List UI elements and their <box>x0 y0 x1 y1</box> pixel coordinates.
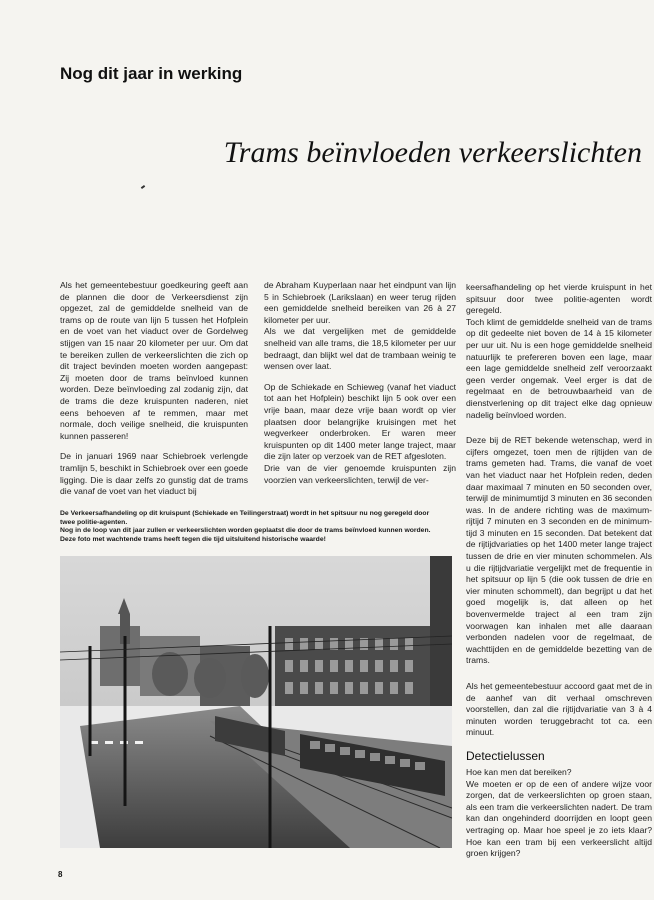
paragraph: Toch klimt de gemiddelde snelheid van de trams op dit gedeelte niet boven de 14 à 15 kilometer per uur uit. Nu is een hoge gemiddelde snelheid natuurlijk te prefereren boven een lage, maar een lage gemiddelde snelheid zelf veroorzaakt geen verder ongemak. Veel erger is dat de regelmaat en de betrouwbaarheid van de dienstverlening op dit traject elke dag opnieuw nadelig beïnvloed worden. <box>466 316 652 420</box>
photo-caption <box>60 510 432 544</box>
street-tram-photo <box>60 556 452 848</box>
print-mark <box>141 185 145 189</box>
paragraph: keersafhandeling op het vierde kruispunt in het spitsuur door twee politie-agenten wordt geregeld. <box>466 282 652 316</box>
paragraph: De in januari 1969 naar Schiebroek verlengde tramlijn 5, beschikt in Schiebroek over een goede ligging. Die is daar zelfs zo gunstig dat de trams die vanaf de voet van het viaduct bij <box>60 451 248 497</box>
paragraph: Deze bij de RET bekende wetenschap, werd in cijfers omgezet, toen men de rijtijden van de trams gemeten had. Trams, die vanaf de voet van het viaduct naar het Hofplein reden, deden daar maximaal 7 minuten en 50 seconden over, terwijl de minimumtijd 3 minuten en 36 seconden was. In de andere richting was de maximum-rijtijd 7 minuten en 3 seconden en de minimum-tijd 3 minuten en 15 seconden. Dat betekent dat de rijtijdvariaties op het 1400 meter lange traject tussen de drie en vier minuten schommelen. Als u die rijtijdvariatie vergelijkt met de frequentie in het spitsuur op lijn 5 (die ook tussen de drie en vier minuten schommelt), dan begrijpt u dat het goed mogelijk is, dat alleen op het bovenvermelde traject al een tram zijn voorwagen kan inhalen met alle daaraan verbonden nadelen voor de regelmaat, de wachttijden en de gemiddelde bezetting van de trams. <box>466 435 652 666</box>
section-subheading: Detectielussen <box>466 748 545 763</box>
page-number: 8 <box>58 870 63 879</box>
caption-line: Nog in de loop van dit jaar zullen er verkeerslichten worden geplaatst die door de trams beïnvloed kunnen worden. Deze foto met wachtende trams heeft tegen die tijd uitsluitend historische waarde! <box>60 527 431 543</box>
kicker-heading: Nog dit jaar in werking <box>60 64 243 83</box>
paragraph: Drie van de vier genoemde kruispunten zijn voorzien van verkeerslichten, terwijl de ver- <box>264 462 456 485</box>
paragraph: Als het gemeentebestuur accoord gaat met de in de aanhef van dit verhaal omschreven voorstellen, dan zal die rijtijdvariatie van 3 à 4 minuten worden teruggebracht tot ca. een minuut. <box>466 681 652 738</box>
text-column-3 <box>466 282 652 869</box>
photo-illustration <box>60 556 452 848</box>
paragraph: Op de Schiekade en Schieweg (vanaf het viaduct tot aan het Hofplein) beschikt lijn 5 ook over een vrije baan, maar deze vrije baan wordt op vier plaatsen door belangrijke kruisingen met het wegverkeer onderbroken. Er waren meer kruispunten op dit 1400 meter lange traject, maar die zijn later op verzoek van de RET afgesloten. <box>264 381 456 462</box>
article-headline: Trams beïnvloeden verkeerslichten <box>223 136 642 169</box>
paragraph: Als we dat vergelijken met de gemiddelde snelheid van alle trams, die 18,5 kilometer per uur bedraagt, dan blijkt wel dat de trambaan weinig te wensen over laat. <box>264 326 456 372</box>
paragraph: de Abraham Kuyperlaan naar het eindpunt van lijn 5 in Schiebroek (Larikslaan) en weer terug rijden een gemiddelde snelheid bereiken van 26 à 27 kilometer per uur. <box>264 280 456 325</box>
text-column-1 <box>60 280 248 507</box>
paragraph: Als het gemeentebestuur goedkeuring geeft aan de plannen die door de Verkeersdienst zijn opgezet, zal de gemiddelde snelheid van de trams op de route van lijn 5 tussen het Hofplein en de voet van het viaduct over de Gordelweg stijgen van 15 naar 20 kilometer per uur. Om dat te bereiken zullen de verkeerslichten die zich op dit traject bevinden moeten worden aangepast: Zij moeten door de trams beïnvloed kunnen worden. Deze beïnvloeding zal zodanig zijn, dat de trams die deze kruispunten naderen, niet eens behoeven af te remmen, maar met normale, doch veilige snelheid, die kruispunten kunnen passeren! <box>60 280 248 441</box>
caption-line: De Verkeersafhandeling op dit kruispunt (Schiekade en Teilingerstraat) wordt in het spitsuur nu nog geregeld door twee politie-agenten. <box>60 510 430 526</box>
paragraph: Hoe kan men dat bereiken? We moeten er op de een of andere wijze voor zorgen, dat de verkeerslichten op groen staan, als een tram die verkeerslichten nadert. De tram kan dan ongehinderd doorrijden en loopt geen vertraging op. Maar hoe speel je zo iets klaar? Hoe kan een tram bij een verkeerslicht altijd groen krijgen? <box>466 766 652 859</box>
text-column-2 <box>264 280 456 495</box>
